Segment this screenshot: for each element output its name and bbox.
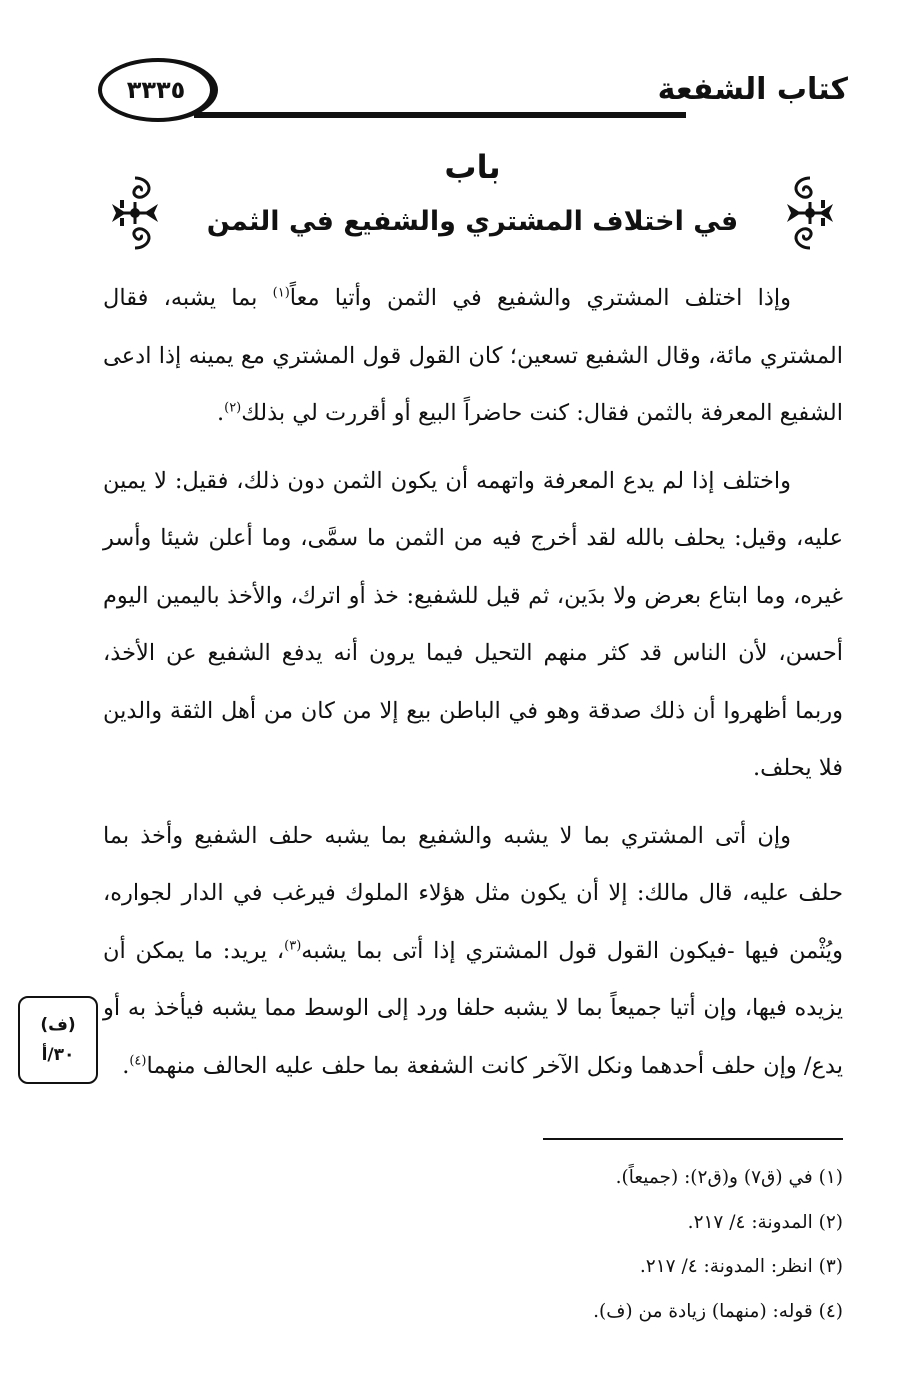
running-title: كتاب الشفعة (657, 72, 848, 107)
footnote-separator (543, 1138, 843, 1140)
ornament-left-icon (104, 174, 166, 252)
footnote-1: (١) في (ق٧) و(ق٢): (جميعاً). (615, 1167, 843, 1188)
footnote-ref-4[interactable]: (٤) (129, 1053, 147, 1068)
paragraph-1-part-1: وإذا اختلف المشتري والشفيع في الثمن وأتيا معاً (289, 285, 791, 311)
margin-note-folio: ٣٠/أ (41, 1045, 75, 1065)
margin-note-source: (ف) (40, 1015, 76, 1035)
page-number (98, 58, 218, 122)
paragraph-3-part-2: ، يريد: ما يمكن أن يزيده فيها، وإن أتيا جميعاً بما لا يشبه حلفا ورد إلى الوسط مما يشبه فيأخذ به أو يدع/ وإن حلف أحدهما ونكل الآخر كانت الشفعة بما حلف عليه الحالف منهما (103, 937, 843, 1079)
footnote-2: (٢) المدونة: ٤/ ٢١٧. (687, 1211, 843, 1233)
page-number-text: ٣٣٣٥ (126, 76, 186, 104)
body-text (103, 270, 843, 1095)
paragraph-1-part-2: بما يشبه، فقال المشتري مائة، وقال الشفيع تسعين؛ كان القول قول المشتري مع يمينه إذا ادعى الشفيع المعرفة بالثمن فقال: كنت حاضراً البيع أو أقررت لي بذلك (103, 285, 843, 426)
footnote-3: (٣) انظر: المدونة: ٤/ ٢١٧. (639, 1256, 843, 1277)
paragraph-3 (103, 808, 843, 1096)
paragraph-3-end: . (122, 1052, 130, 1079)
chapter-heading (100, 148, 845, 258)
chapter-title: في اختلاف المشتري والشفيع في الثمن (206, 206, 739, 237)
footnotes (103, 1156, 843, 1334)
footnote-ref-1[interactable]: (١) (272, 285, 290, 301)
footnote-ref-3[interactable]: (٣) (284, 938, 302, 953)
header-rule (194, 112, 686, 118)
paragraph-1-end: . (216, 400, 225, 426)
footnote-4: (٤) قوله: (منهما) زيادة من (ف). (593, 1300, 843, 1322)
chapter-word: باب (444, 148, 501, 186)
page-header (98, 56, 848, 126)
footnote-ref-2[interactable]: (٢) (224, 400, 242, 416)
paragraph-1 (103, 270, 843, 443)
manuscript-margin-note (18, 996, 98, 1084)
paragraph-2: واختلف إذا لم يدع المعرفة واتهمه أن يكون الثمن دون ذلك، فقيل: لا يمين عليه، وقيل: يحلف بالله لقد أخرج فيه من الثمن ما سمَّى، وما أعلن شيئا وأسر غيره، وما ابتاع بعرض ولا بدَين، ثم قيل للشفيع: خذ أو اترك، والأخذ باليمين اليوم أحسن، لأن الناس قد كثر منهم التحيل فيما يرون أنه يدفع الشفيع عن الأخذ، وربما أظهروا أن ذلك صدقة وهو في الباطن بيع إلا من كان من أهل الثقة والدين فلا يحلف. (103, 467, 843, 781)
paragraph-3-part-1: وإن أتى المشتري بما لا يشبه والشفيع بما يشبه حلف الشفيع وأخذ بما حلف عليه، قال مالك: إلا أن يكون مثل هؤلاء الملوك فيرغب في الدار لجواره، ويُثْمن فيها -فيكون القول قول المشتري إذا أتى بما يشبه (103, 822, 843, 964)
